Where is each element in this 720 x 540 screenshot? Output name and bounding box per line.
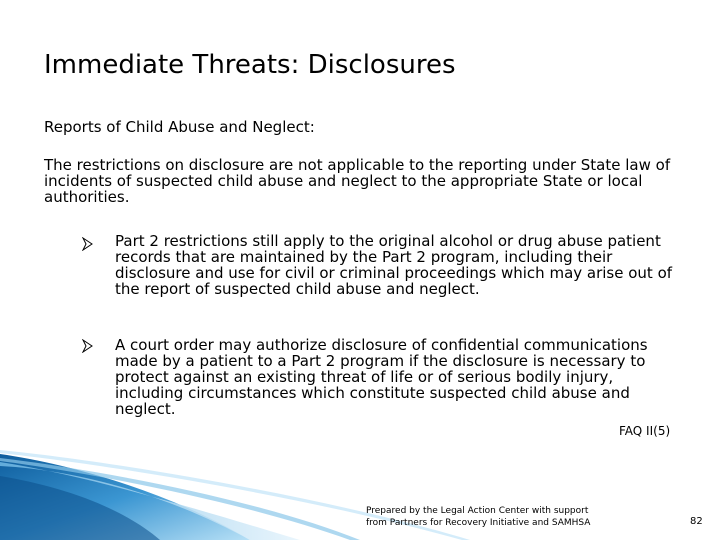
bullet-item: A court order may authorize disclosure of confidential communications made by a patient to a Part 2 program if the disclosure is necessary to protect against an existing threat of life or of serious bodily injury, including circumstances which constitute suspected child abuse and neglect. xyxy=(115,336,648,418)
intro-paragraph: The restrictions on disclosure are not applicable to the reporting under State law of incidents of suspected child abuse and neglect to the appropriate State or local authorities. xyxy=(44,156,671,206)
footer-credit xyxy=(366,505,590,529)
slide-subtitle: Reports of Child Abuse and Neglect: xyxy=(44,118,315,136)
bullet-item: Part 2 restrictions still apply to the original alcohol or drug abuse patient records that are maintained by the Part 2 program, including their disclosure and use for civil or criminal proceedings which may arise out of the report of suspected child abuse and neglect. xyxy=(115,232,673,298)
page-number: 82 xyxy=(690,516,703,527)
citation: FAQ II(5) xyxy=(619,424,671,438)
slide-title: Immediate Threats: Disclosures xyxy=(44,50,456,80)
arrow-bullet-icon xyxy=(82,237,94,251)
decorative-wave-graphic xyxy=(0,440,720,540)
arrow-bullet-icon xyxy=(82,339,94,353)
footer-line: from Partners for Recovery Initiative and SAMHSA xyxy=(366,518,591,528)
footer-line: Prepared by the Legal Action Center with support xyxy=(366,506,589,516)
